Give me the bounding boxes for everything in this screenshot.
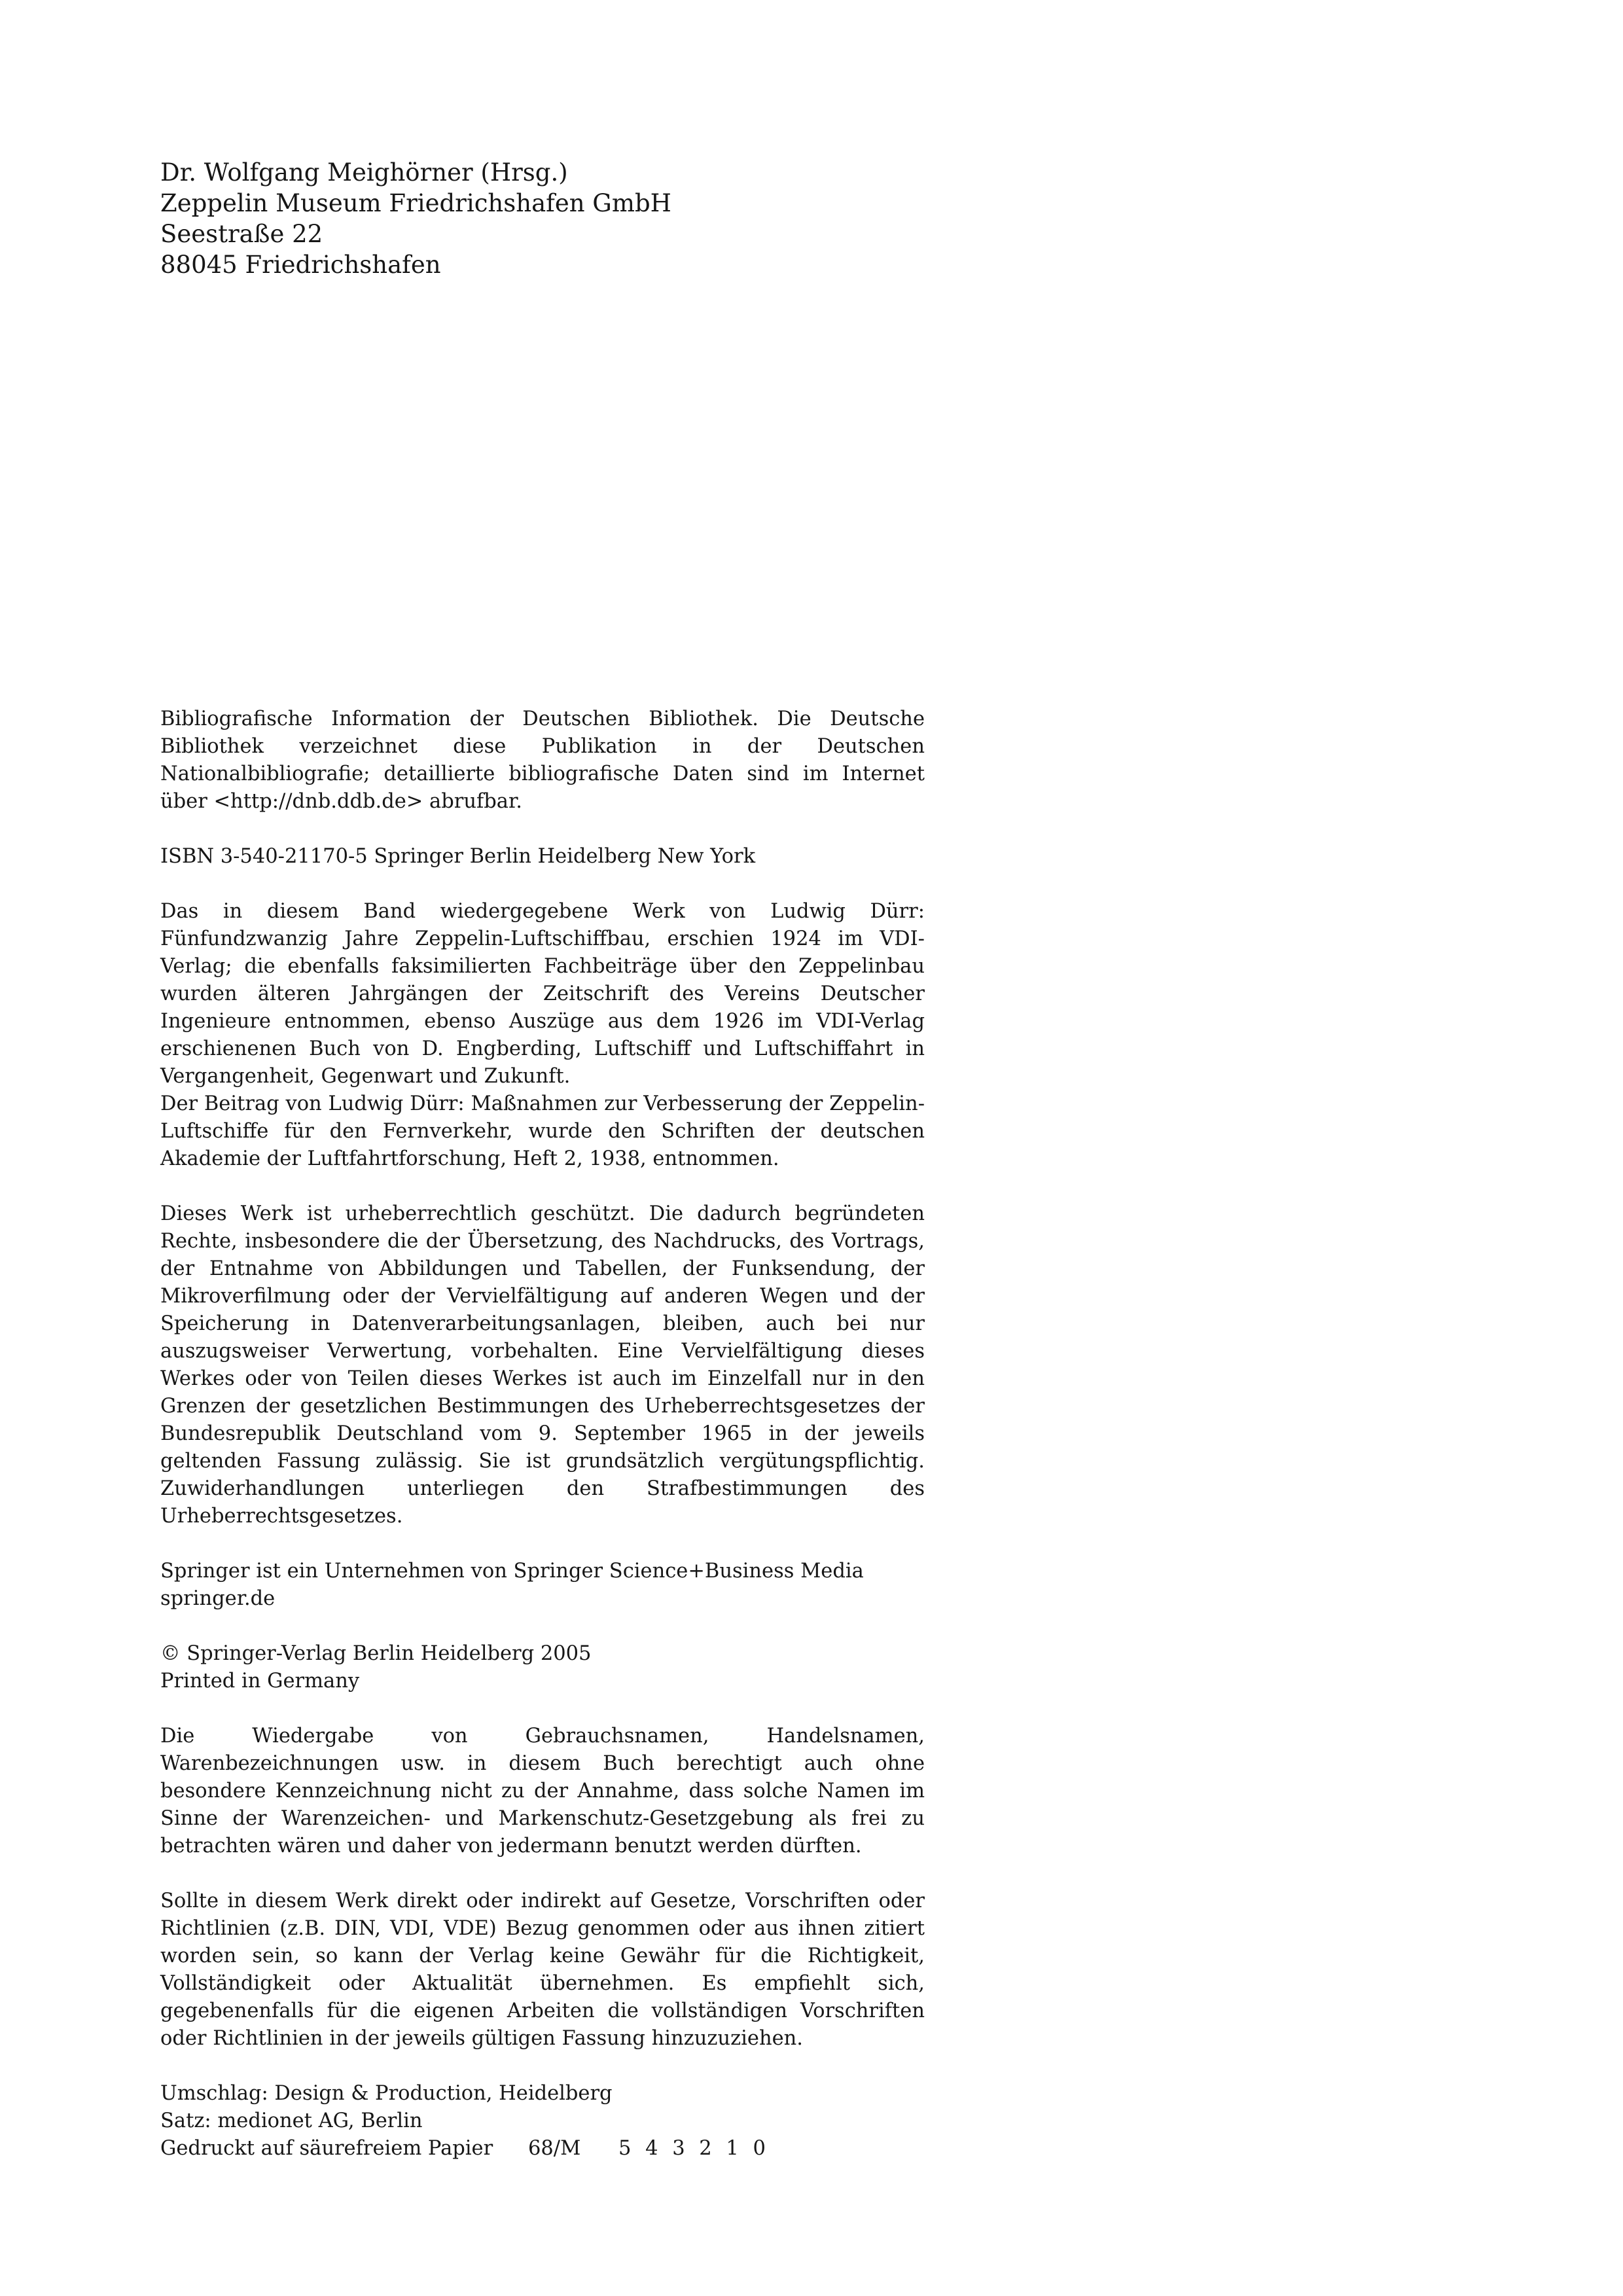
print-run-number: 5 4 3 2 1 0 (618, 2137, 770, 2160)
bibliographic-information-text: Bibliografische Information der Deutschen Bibliothek. Die Deutsche Bibliothek verzeichnet diese Publikation in der Deutschen Nationalbibliografie; detaillierte bibliografische Daten sind im Internet über <http://dnb.ddb.de> abrufbar. (160, 708, 925, 813)
editor-name: Dr. Wolfgang Meighörner (Hrsg.) (160, 158, 568, 187)
imprint-block (160, 706, 925, 2162)
street-address: Seestraße 22 (160, 220, 323, 248)
editor-address-block (160, 157, 1011, 280)
copyright-notice (160, 1200, 925, 1530)
isbn: ISBN 3-540-21170-5 Springer Berlin Heidelberg New York (160, 845, 756, 868)
trademark-notice (160, 1723, 925, 1860)
print-code: 68/M (528, 2137, 581, 2160)
copyright-notice-text: Dieses Werk ist urheberrechtlich geschützt. Die dadurch begründeten Rechte, insbesondere die der Übersetzung, des Nachdrucks, des Vortrags, der Entnahme von Abbildungen und Tabellen, der Funksendung, der Mikroverfilmung oder der Vervielfältigung auf anderen Wegen und der Speicherung in Datenverarbeitungsanlagen, bleiben, auch bei nur auszugsweiser Verwertung, vorbehalten. Eine Vervielfältigung dieses Werkes oder von Teilen dieses Werkes ist auch im Einzelfall nur in den Grenzen der gesetzlichen Bestimmungen des Urheberrechtsgesetzes der Bundesrepublik Deutschland vom 9. September 1965 in der jeweils geltenden Fassung zulässig. Sie ist grundsätzlich vergütungspflichtig. Zuwiderhandlungen unterliegen den Strafbestimmungen des Urheberrechtsgesetzes. (160, 1202, 925, 1528)
postal-city: 88045 Friedrichshafen (160, 251, 441, 279)
organization: Zeppelin Museum Friedrichshafen GmbH (160, 189, 671, 217)
standards-notice-text: Sollte in diesem Werk direkt oder indirekt auf Gesetze, Vorschriften oder Richtlinien (z.B. DIN, VDI, VDE) Bezug genommen oder aus ihnen zitiert worden sein, so kann der Verlag keine Gewähr für die Richtigkeit, Vollständigkeit oder Aktualität übernehmen. Es empfiehlt sich, gegebenenfalls für die eigenen Arbeiten die vollständigen Vorschriften oder Richtlinien in der jeweils gültigen Fassung hinzuzuziehen. (160, 1890, 925, 2050)
cover-credit: Umschlag: Design & Production, Heidelberg (160, 2082, 613, 2105)
work-source-paragraph (160, 898, 925, 1090)
printed-in-line: Printed in Germany (160, 1670, 360, 1693)
copyright-line: © Springer-Verlag Berlin Heidelberg 2005 (160, 1642, 592, 1665)
trademark-notice-text: Die Wiedergabe von Gebrauchsnamen, Handelsnamen, Warenbezeichnungen usw. in diesem Buch berechtigt auch ohne besondere Kennzeichnung nicht zu der Annahme, dass solche Namen im Sinne der Warenzeichen- und Markenschutz-Gesetzgebung als frei zu betrachten wären und daher von jedermann benutzt werden dürften. (160, 1725, 925, 1857)
publisher-line: Springer ist ein Unternehmen von Springer Science+Business Media (160, 1560, 864, 1583)
contribution-source-text: Der Beitrag von Ludwig Dürr: Maßnahmen zur Verbesserung der Zeppelin-Luftschiffe für den Fernverkehr, wurde den Schriften der deutschen Akademie der Luftfahrtforschung, Heft 2, 1938, entnommen. (160, 1092, 925, 1170)
standards-notice (160, 1888, 925, 2053)
publisher-website: springer.de (160, 1587, 276, 1610)
printing-info-row (160, 2135, 925, 2162)
work-source-text: Das in diesem Band wiedergegebene Werk von Ludwig Dürr: Fünfundzwanzig Jahre Zeppelin-Luftschiffbau, erschien 1924 im VDI-Verlag; die ebenfalls faksimilierten Fachbeiträge über den Zeppelinbau wurden älteren Jahrgängen der Zeitschrift des Vereins Deutscher Ingenieure entnommen, ebenso Auszüge aus dem 1926 im VDI-Verlag erschienenen Buch von D. Engberding, Luftschiff und Luftschiffahrt in Vergangenheit, Gegenwart und Zukunft. (160, 900, 925, 1088)
copyright-block (160, 1640, 925, 1695)
bibliographic-information (160, 706, 925, 816)
publisher-block (160, 1558, 925, 1613)
contribution-source-paragraph (160, 1090, 925, 1173)
paper-info: Gedruckt auf säurefreiem Papier (160, 2137, 493, 2160)
isbn-block (160, 843, 925, 870)
typesetting-credit: Satz: medionet AG, Berlin (160, 2109, 423, 2132)
production-credits (160, 2080, 925, 2162)
